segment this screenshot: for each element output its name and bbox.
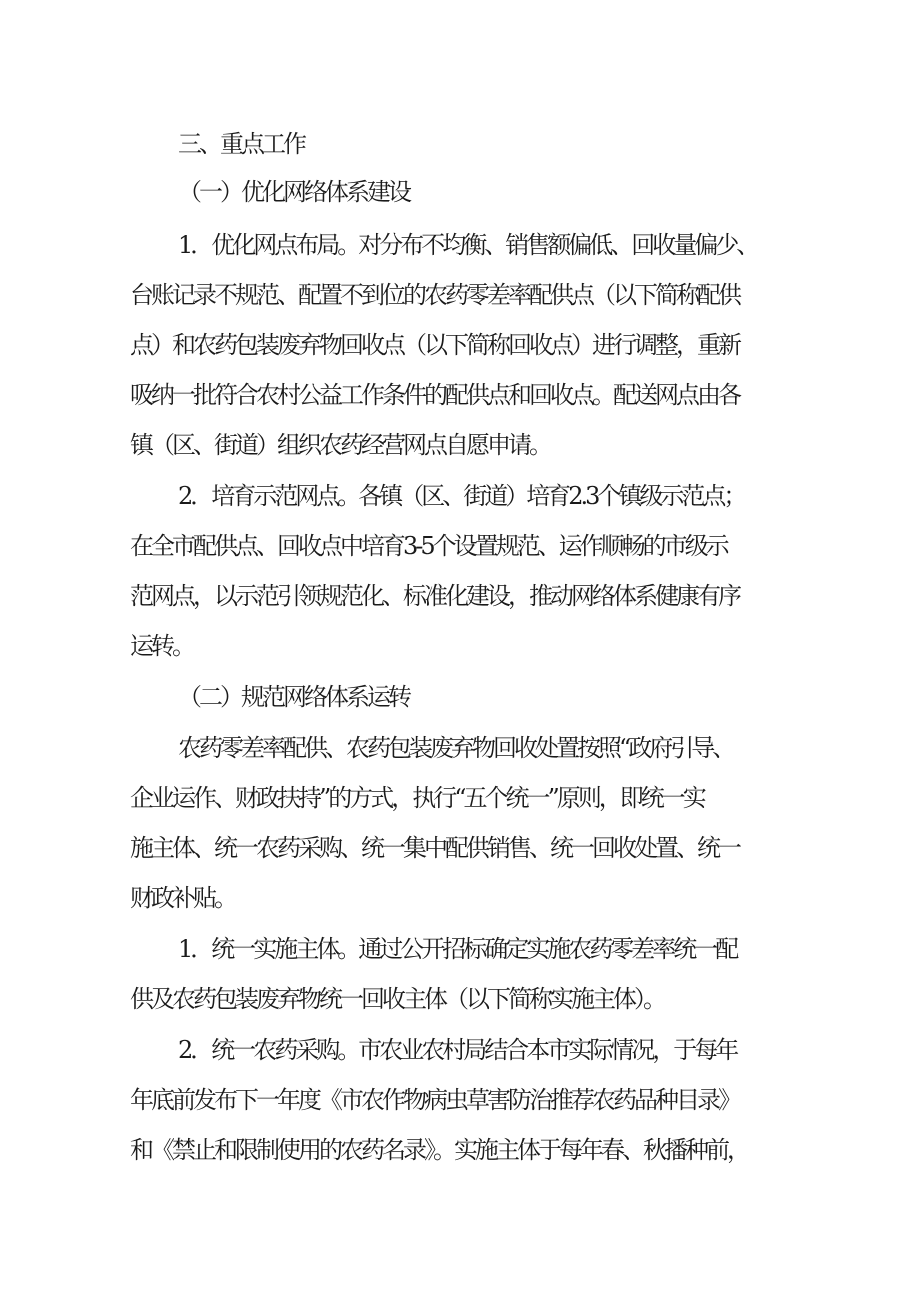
paragraph-line: 2．培育示范网点。各镇（区、街道）培育2.3个镇级示范点； <box>178 482 745 510</box>
paragraph-line: 2．统一农药采购。市农业农村局结合本市实际情况，于每年 <box>178 1036 737 1064</box>
paragraph-line: 年底前发布下一年度《市农作物病虫草害防治推荐农药品种目录》 <box>130 1086 739 1114</box>
paragraph-line: 农药零差率配供、农药包装废弃物回收处置按照“政府引导、 <box>178 734 734 762</box>
paragraph-line: 财政补贴。 <box>130 884 235 912</box>
paragraph-line: 企业运作、财政扶持”的方式，执行“五个统一”原则，即统一实 <box>130 784 704 812</box>
paragraph-line: 供及农药包装废弃物统一回收主体（以下简称实施主体）。 <box>130 985 664 1013</box>
section-heading: 三、重点工作 <box>178 130 304 158</box>
paragraph-line: 范网点，以示范引领规范化、标准化建设，推动网络体系健康有序 <box>130 582 739 610</box>
paragraph-line: 吸纳一批符合农村公益工作条件的配供点和回收点。配送网点由各 <box>130 381 739 409</box>
paragraph-line: 施主体、统一农药采购、统一集中配供销售、统一回收处置、统一 <box>130 834 739 862</box>
paragraph-line: 和《禁止和限制使用的农药名录》。实施主体于每年春、秋播种前， <box>130 1136 748 1164</box>
paragraph-line: 运转。 <box>130 632 193 660</box>
paragraph-line: 1．统一实施主体。通过公开招标确定实施农药零差率统一配 <box>178 935 737 963</box>
subsection-heading-1: （一）优化网络体系建设 <box>178 178 409 206</box>
subsection-heading-2: （二）规范网络体系运转 <box>178 683 409 711</box>
paragraph-line: 在全市配供点、回收点中培育3-5个设置规范、运作顺畅的市级示 <box>130 532 727 560</box>
paragraph-line: 台账记录不规范、配置不到位的农药零差率配供点（以下简称配供 <box>130 281 739 309</box>
paragraph-line: 点）和农药包装废弃物回收点（以下简称回收点）进行调整，重新 <box>130 331 739 359</box>
paragraph-line: 1．优化网点布局。对分布不均衡、销售额偏低、回收量偏少、 <box>178 231 758 259</box>
paragraph-line: 镇（区、街道）组织农药经营网点自愿申请。 <box>130 431 550 459</box>
